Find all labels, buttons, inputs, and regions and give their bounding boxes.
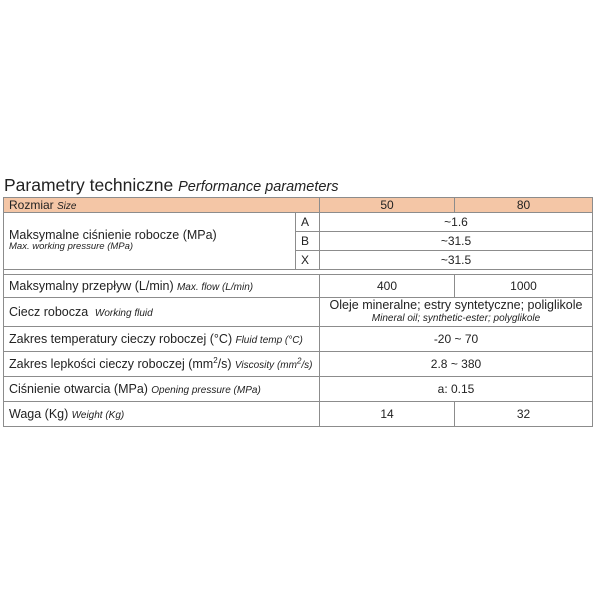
viscosity-label-en: Viscosity $(mm^2/s)$	[234, 356, 313, 371]
title-pl: Parametry techniczne	[4, 175, 174, 195]
port-x-cell: X	[296, 251, 320, 270]
max-flow-80-cell: 1000	[455, 275, 593, 298]
fluid-row	[4, 298, 593, 327]
weight-80-cell: 32	[455, 402, 593, 427]
opening-label-cell	[4, 377, 320, 402]
temp-label-pl: Zakres temperatury cieczy roboczej (°C)	[9, 332, 233, 346]
size-row	[4, 198, 593, 213]
weight-label-cell	[4, 402, 320, 427]
max-pressure-label-pl: Maksymalne ciśnienie robocze (MPa)	[9, 228, 217, 242]
fluid-label-pl: Ciecz robocza	[9, 305, 89, 319]
size-label-pl: Rozmiar	[9, 198, 54, 212]
port-b-value: ~31.5	[320, 232, 593, 251]
viscosity-row	[4, 352, 593, 377]
opening-value-cell: a: 0.15	[320, 377, 593, 402]
port-a-cell: A	[296, 213, 320, 232]
size-label-en: Size	[57, 201, 77, 212]
temp-label-en: Fluid temp (°C)	[235, 335, 303, 346]
max-flow-50-cell: 400	[320, 275, 455, 298]
opening-label-en: Opening pressure (MPa)	[151, 385, 261, 396]
temp-label-cell	[4, 327, 320, 352]
port-x-value: ~31.5	[320, 251, 593, 270]
port-a-value: ~1.6	[320, 213, 593, 232]
max-flow-label-en: Max. flow (L/min)	[176, 282, 254, 293]
max-flow-label-pl: Maksymalny przepływ (L/min)	[9, 279, 174, 293]
port-b-cell: B	[296, 232, 320, 251]
size-80-cell: 80	[455, 198, 593, 213]
temp-value-cell: -20 ~ 70	[320, 327, 593, 352]
opening-pressure-row	[4, 377, 593, 402]
title-en: Performance parameters	[178, 179, 339, 195]
weight-50-cell: 14	[320, 402, 455, 427]
fluid-label-cell	[4, 298, 320, 327]
fluid-value-en: Mineral oil; synthetic-ester; polyglikole	[371, 313, 541, 324]
max-pressure-label-cell	[4, 213, 296, 270]
viscosity-value-cell: 2.8 ~ 380	[320, 352, 593, 377]
weight-label-pl: Waga (Kg)	[9, 407, 69, 421]
viscosity-label-pl: Zakres lepkości cieczy roboczej $(mm^2/s)$	[9, 355, 232, 371]
size-50-cell: 50	[320, 198, 455, 213]
weight-row	[4, 402, 593, 427]
fluid-label-en: Working fluid	[94, 308, 153, 319]
temp-row	[4, 327, 593, 352]
max-pressure-label-en: Max. working pressure (MPa)	[9, 241, 134, 252]
parameters-table	[3, 197, 593, 427]
page-title	[4, 175, 339, 196]
max-pressure-row-a	[4, 213, 593, 232]
size-label-cell	[4, 198, 320, 213]
weight-label-en: Weight (Kg)	[71, 410, 125, 421]
max-flow-label-cell	[4, 275, 320, 298]
viscosity-label-cell	[4, 352, 320, 377]
max-flow-row	[4, 275, 593, 298]
fluid-value-pl: Oleje mineralne; estry syntetyczne; poliglikole	[329, 298, 583, 312]
opening-label-pl: Ciśnienie otwarcia (MPa)	[9, 382, 148, 396]
fluid-value-cell	[320, 298, 593, 327]
